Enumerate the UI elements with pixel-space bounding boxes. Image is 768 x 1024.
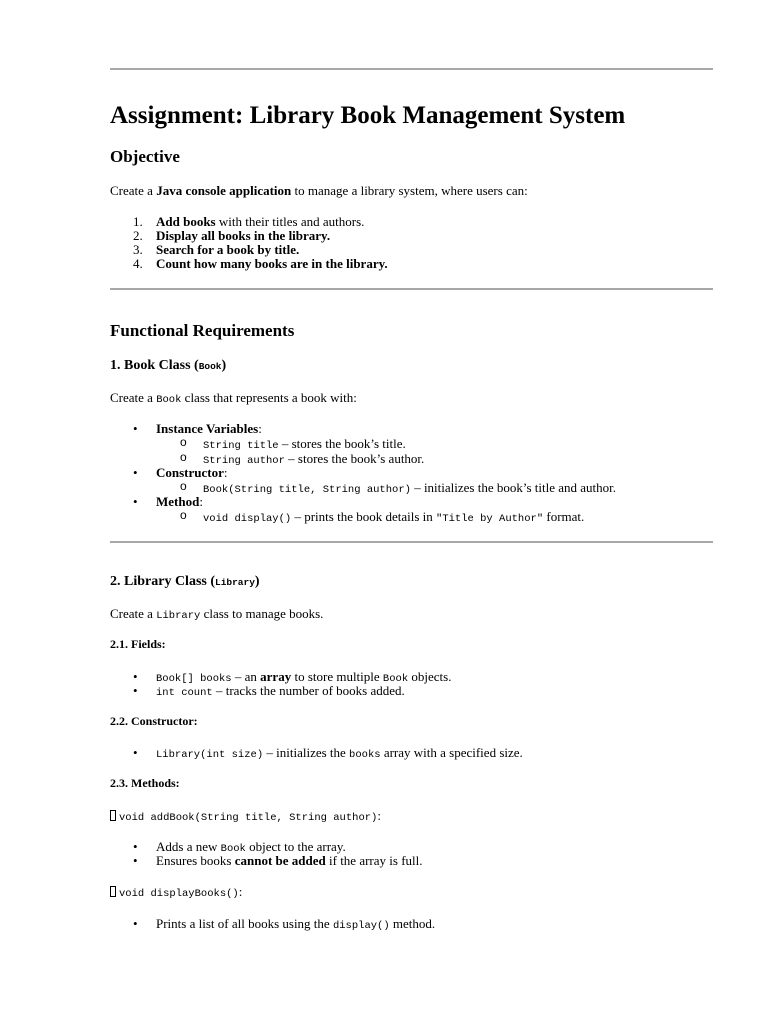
bullet-icon: •: [133, 494, 138, 509]
list-item: Instance Variables:: [156, 421, 262, 436]
book-class-heading: 1. Book Class (Book): [110, 358, 227, 373]
page-title: Assignment: Library Book Management System: [110, 102, 626, 129]
sub-bullet-icon: o: [180, 479, 187, 493]
bullet-icon: •: [133, 683, 138, 698]
checkbox-glyph-icon: [110, 886, 116, 897]
horizontal-rule: [110, 541, 713, 543]
list-item: Book(String title, String author) – initializes the book’s title and author.: [203, 480, 617, 496]
list-item: int count – tracks the number of books added.: [156, 683, 405, 699]
list-item-number: 1.: [133, 214, 143, 229]
methods-heading: 2.3. Methods:: [110, 776, 180, 790]
list-item: Library(int size) – initializes the books array with a specified size.: [156, 745, 523, 761]
library-class-intro: Create a Library class to manage books.: [110, 606, 324, 622]
list-item-number: 4.: [133, 256, 143, 271]
book-class-intro: Create a Book class that represents a book with:: [110, 390, 357, 406]
fields-heading: 2.1. Fields:: [110, 637, 166, 651]
bullet-icon: •: [133, 916, 138, 931]
list-item-number: 2.: [133, 228, 143, 243]
bullet-icon: •: [133, 421, 138, 436]
list-item: Ensures books cannot be added if the array is full.: [156, 853, 423, 868]
list-item: void display() – prints the book details in "Title by Author" format.: [203, 509, 585, 525]
list-item: Constructor:: [156, 465, 228, 480]
bullet-icon: •: [133, 465, 138, 480]
sub-bullet-icon: o: [180, 435, 187, 449]
objective-intro: Create a Java console application to manage a library system, where users can:: [110, 183, 528, 198]
list-item: Search for a book by title.: [156, 242, 300, 257]
list-item: Count how many books are in the library.: [156, 256, 388, 271]
objective-heading: Objective: [110, 147, 180, 166]
sub-bullet-icon: o: [180, 450, 187, 464]
checkbox-glyph-icon: [110, 810, 116, 821]
horizontal-rule: [110, 288, 713, 290]
horizontal-rule: [110, 68, 713, 70]
bullet-icon: •: [133, 669, 138, 684]
list-item: Method:: [156, 494, 203, 509]
list-item-number: 3.: [133, 242, 143, 257]
list-item: Book[] books – an array to store multiple Book objects.: [156, 669, 452, 685]
list-item: Add books with their titles and authors.: [156, 214, 365, 229]
sub-bullet-icon: o: [180, 508, 187, 522]
list-item: String title – stores the book’s title.: [203, 436, 406, 452]
list-item: String author – stores the book’s author.: [203, 451, 425, 467]
bullet-icon: •: [133, 839, 138, 854]
constructor-heading: 2.2. Constructor:: [110, 714, 198, 728]
list-item: Adds a new Book object to the array.: [156, 839, 346, 855]
method-signature: void addBook(String title, String author):: [110, 808, 381, 826]
library-class-heading: 2. Library Class (Library): [110, 574, 260, 589]
list-item: Display all books in the library.: [156, 228, 331, 243]
method-signature: void displayBooks():: [110, 884, 242, 902]
bullet-icon: •: [133, 853, 138, 868]
list-item: Prints a list of all books using the display() method.: [156, 916, 436, 932]
bullet-icon: •: [133, 745, 138, 760]
functional-requirements-heading: Functional Requirements: [110, 321, 295, 340]
